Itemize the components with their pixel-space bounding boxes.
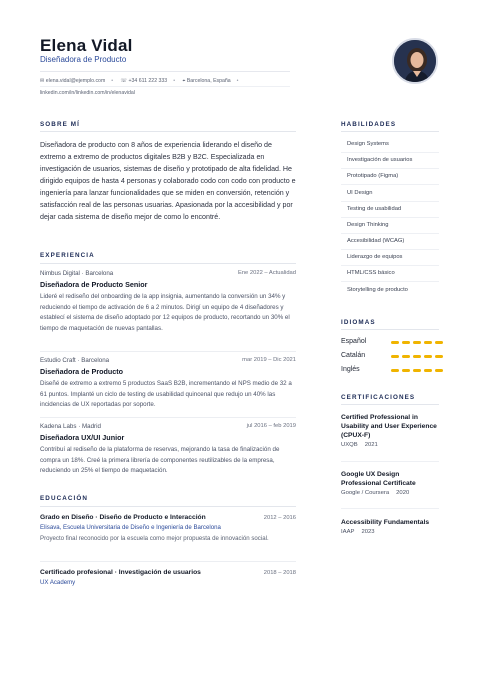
language-level-dot [435,355,443,358]
skill-item: Design Thinking [347,222,389,228]
languages-heading: IDIOMAS [341,319,376,326]
languages-divider [341,329,439,330]
certification-divider [341,461,439,462]
language-level-dot [391,355,399,358]
education-school: UX Academy [40,579,76,586]
skill-item: Design Systems [347,141,389,147]
about-text: Diseñadora de producto con 8 años de experiencia liderando el diseño de extremo a extremo de productos digitales B2B y B2C. Especializada en investigación de usuarios, sistemas de diseño y prototipado de alta fidelidad. He dirigido equipos de hasta 4 personas y colaborado codo con codo con producto e ingeniería para lanzar funcionalidades que se miden en conversión, retención y satisfacción real de las personas usuarias. Apasionada por la accesibilidad y por dejar cada sistema de diseño mejor de como lo encontré. [40,141,296,221]
candidate-role: Diseñadora de Producto [40,55,127,64]
about-heading: SOBRE MÍ [40,121,80,128]
job-company: Nimbus Digital · Barcelona [40,270,114,277]
language-level-dot [391,341,399,344]
certification-divider [341,508,439,509]
certification-issuer: UXQB [341,442,358,448]
language-level-dot [424,355,432,358]
skill-divider [341,249,439,250]
skill-item: Testing de usabilidad [347,206,402,212]
certification-title: Accessibility Fundamentals [341,519,430,526]
skill-item: Liderazgo de equipos [347,254,403,260]
contact-separator: • [236,78,239,84]
job-dates: mar 2019 – Dic 2021 [242,357,296,363]
skill-item: Investigación de usuarios [347,157,413,163]
certification-issuer: IAAP [341,529,355,535]
skill-divider [341,168,439,169]
header-divider [40,71,290,72]
skill-divider [341,217,439,218]
skill-divider [341,265,439,266]
skill-divider [341,281,439,282]
job-description: Diseñé de extremo a extremo 5 productos SaaS B2B, incrementando el NPS medio de 32 a 61 puntos. Implanté un ciclo de testing de usabilidad quincenal que redujo un 40% las incidencias de UX reportadas por soporte. [40,380,292,408]
experience-divider [40,263,296,264]
language-level-dot [402,369,410,372]
certification-title: Certified Professional in Usability and User Experience (CPUX-F) [341,414,437,439]
education-dates: 2018 – 2018 [263,570,296,576]
skill-item: Accesibilidad (WCAG) [347,238,405,244]
certification-entry [341,518,441,535]
language-level-2 [391,369,443,372]
skill-item: Prototipado (Figma) [347,173,399,179]
language-level-dot [391,369,399,372]
skill-divider [341,233,439,234]
certification-year: 2023 [361,529,375,535]
job-description: Lideré el rediseño del onboarding de la app insignia, aumentando la conversión un 34% y reduciendo el tiempo de activación de 6 a 2 minutos. Dirigí un equipo de 4 diseñadores y establecí el sistema de diseño adoptado por 12 equipos de producto, recortando un 30% el tiempo de maquetación de nuevas pantallas. [40,293,290,332]
candidate-name: Elena Vidal [40,36,133,55]
phone-text: ☏ +34 611 222 333 [120,78,168,84]
education-title: Grado en Diseño · Diseño de Producto e Interacción [40,514,206,521]
job-dates: Ene 2022 – Actualidad [237,270,296,276]
skill-divider [341,152,439,153]
skill-divider [341,184,439,185]
job-divider [40,351,296,352]
certification-entry [341,413,441,448]
job-company: Kadena Labs · Madrid [40,423,101,430]
certification-title: Google UX Design Professional Certificate [341,471,416,487]
skills-heading: HABILIDADES [341,121,397,128]
certification-meta [341,529,441,535]
skill-item: UI Design [347,190,373,196]
skill-divider [341,201,439,202]
about-divider [40,131,296,132]
education-dates: 2012 – 2016 [263,515,296,521]
job-divider [40,417,296,418]
contact-divider [40,86,290,87]
certification-meta [341,490,441,496]
experience-heading: EXPERIENCIA [40,252,95,259]
location-text: ⌖ Barcelona, España [182,78,231,84]
education-school: Elisava, Escuela Universitaria de Diseño e Ingeniería de Barcelona [40,524,221,531]
job-role: Diseñadora UX/UI Junior [40,433,125,442]
certification-year: 2020 [396,490,410,496]
language-level-dot [413,355,421,358]
education-item-divider [40,561,296,562]
contact-separator: • [111,78,114,84]
education-heading: EDUCACIÓN [40,495,89,502]
job-role: Diseñadora de Producto Senior [40,280,148,289]
education-divider [40,506,296,507]
email-text: ✉ elena.vidal@ejemplo.com [40,78,106,84]
language-level-dot [402,341,410,344]
job-company: Estudio Craft · Barcelona [40,357,110,364]
language-level-dot [424,369,432,372]
certification-meta [341,442,441,448]
education-title: Certificado profesional · Investigación de usuarios [40,569,201,576]
language-level-0 [391,341,443,344]
language-name: Español [341,338,367,345]
skill-item: HTML/CSS básico [347,270,395,276]
contact-info [40,78,245,85]
language-level-dot [413,369,421,372]
certification-year: 2021 [364,442,378,448]
profile-photo [392,38,438,84]
certifications-divider [341,404,439,405]
language-name: Inglés [341,366,360,373]
job-dates: jul 2016 – feb 2019 [246,423,296,429]
contact-separator: • [173,78,176,84]
certifications-heading: CERTIFICACIONES [341,394,416,401]
linkedin-link[interactable]: linkedin.com/in/linkedin.com/in/elenavidal [40,90,135,96]
education-description: Proyecto final reconocido por la escuela como mejor propuesta de innovación social. [40,535,269,542]
language-level-dot [402,355,410,358]
language-level-dot [435,369,443,372]
job-description: Contribuí al rediseño de la plataforma de reservas, mejorando la tasa de finalización de compra un 18%. Creé la primera librería de componentes reutilizables de la empresa, reduciendo un 25% el tiempo de maquetación. [40,446,280,474]
language-level-dot [413,341,421,344]
certification-entry [341,470,441,496]
skill-item: Storytelling de producto [347,287,408,293]
language-level-dot [424,341,432,344]
job-role: Diseñadora de Producto [40,367,124,376]
language-level-1 [391,355,443,358]
certification-issuer: Google / Coursera [341,490,390,496]
language-level-dot [435,341,443,344]
portrait-image [394,40,438,84]
skills-divider [341,131,439,132]
language-name: Catalán [341,352,366,359]
